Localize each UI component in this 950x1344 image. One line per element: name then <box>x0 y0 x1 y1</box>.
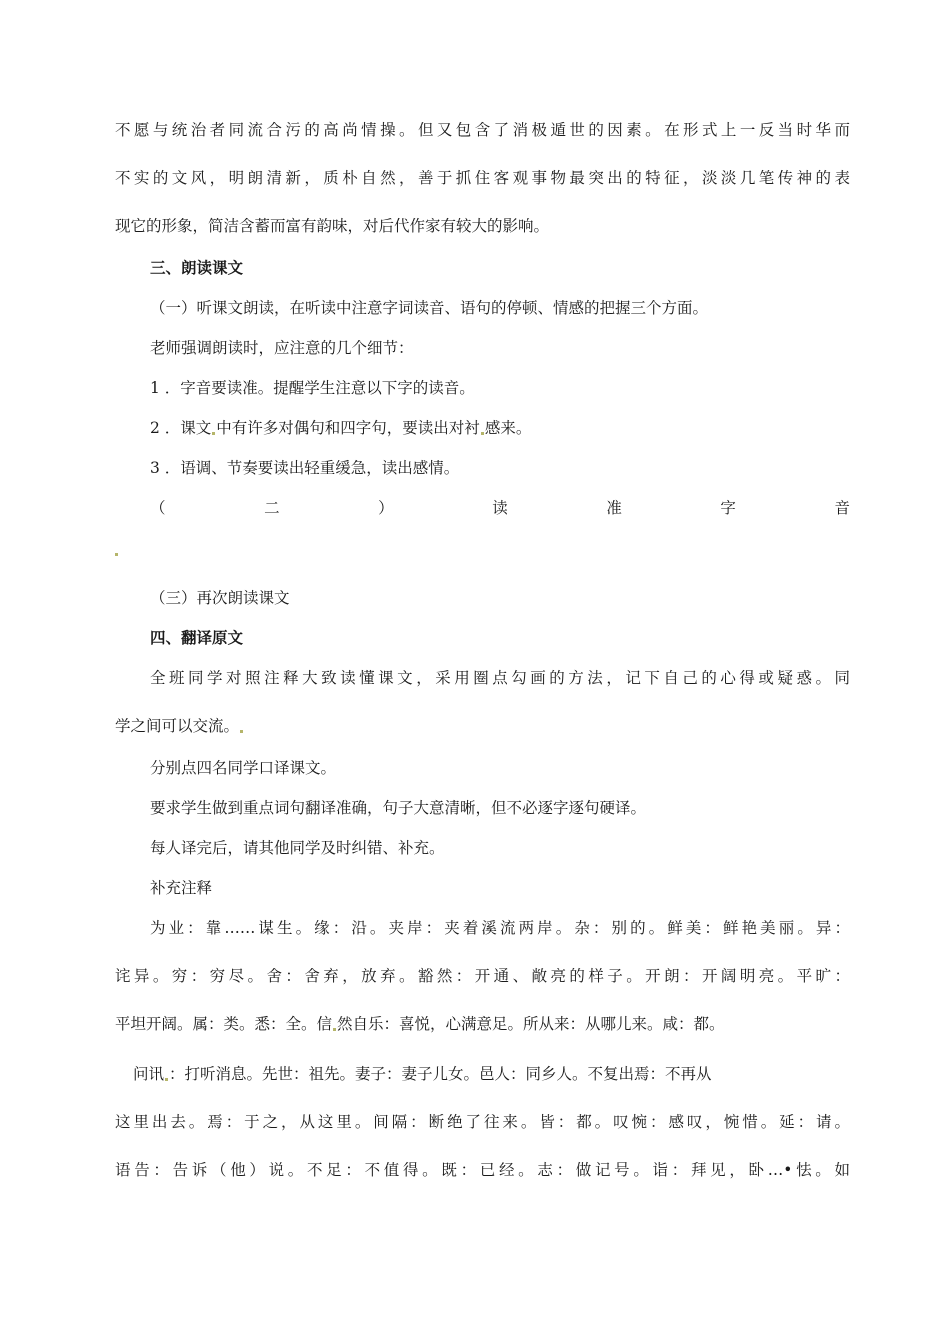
body-line: 每人译完后，请其他同学及时纠错、补充。 <box>150 839 445 857</box>
section-heading: 三、朗读课文 <box>150 258 244 277</box>
spread-char: ） <box>378 499 394 517</box>
notes-line-part: ：打听消息。先世：祖先。妻子：妻子儿女。邑人：同乡人。不复出焉：不再从 <box>169 1065 712 1083</box>
notes-line: 这里出去。焉：于之，从这里。间隔：断绝了往来。皆：都。叹惋：感叹，惋惜。延：请。 <box>115 1113 850 1131</box>
spread-char: 读 <box>492 499 508 517</box>
notes-line-part: 问讯 <box>133 1065 165 1083</box>
mark-dot <box>333 1028 336 1031</box>
body-line: 分别点四名同学口译课文。 <box>150 759 337 777</box>
body-line: 不实的文风，明朗清新，质朴自然，善于抓住客观事物最突出的特征，淡淡几笔传神的表 <box>115 169 850 187</box>
body-line: （三）再次朗读课文 <box>150 589 290 607</box>
list-item: 3 ．语调、节奏要读出轻重缓急，读出感情。 <box>150 459 460 477</box>
spread-heading <box>150 498 850 518</box>
section-heading: 四、翻译原文 <box>150 628 244 647</box>
notes-line-part: 然自乐：喜悦，心满意足。所从来：从哪儿来。咸：都。 <box>337 1015 725 1033</box>
spread-char: 准 <box>606 499 622 517</box>
notes-title: 补充注释 <box>150 879 213 897</box>
list-item-part: 中有许多对偶句和四字句，要读出对衬 <box>216 419 480 437</box>
spread-char: （ <box>150 499 166 517</box>
notes-line <box>115 1014 850 1034</box>
spread-char: 二 <box>264 499 280 517</box>
mark-dot <box>165 1078 168 1081</box>
notes-line: 诧异。穷：穷尽。舍：舍弃，放弃。豁然：开通、敞亮的样子。开朗：开阔明亮。平旷： <box>115 967 850 985</box>
list-item-part: 2 ．课文 <box>150 419 212 437</box>
body-line: 现它的形象，简洁含蓄而富有韵味，对后代作家有较大的影响。 <box>115 217 550 235</box>
list-item <box>150 418 850 438</box>
mark-dot <box>212 432 215 435</box>
body-line: 要求学生做到重点词句翻译准确，句子大意清晰，但不必逐字逐句硬译。 <box>150 799 647 817</box>
spread-char: 音 <box>834 499 850 517</box>
mark-dot <box>240 730 243 733</box>
body-line: 不愿与统治者同流合污的高尚情操。但又包含了消极遁世的因素。在形式上一反当时华而 <box>115 121 850 139</box>
list-item-part: 感来。 <box>484 419 532 437</box>
body-line: 老师强调朗读时，应注意的几个细节： <box>150 339 414 357</box>
notes-line <box>133 1064 850 1084</box>
notes-line: 为业：靠……谋生。缘：沿。夹岸：夹着溪流两岸。杂：别的。鲜美：鲜艳美丽。异： <box>150 919 850 937</box>
mark-dot <box>481 432 484 435</box>
notes-line-part: 平坦开阔。属：类。悉：全。信 <box>115 1015 333 1033</box>
list-item: 1 ．字音要读准。提醒学生注意以下字的读音。 <box>150 379 475 397</box>
mark-dot <box>115 553 118 556</box>
body-line-text: 学之间可以交流。 <box>115 717 240 735</box>
notes-line: 语告：告诉（他）说。不足：不值得。既：已经。志：做记号。诣：拜见，卧…•怯。如 <box>115 1161 850 1179</box>
body-line <box>115 716 850 736</box>
spread-char: 字 <box>720 499 736 517</box>
body-line: 全班同学对照注释大致读懂课文，采用圈点勾画的方法，记下自己的心得或疑惑。同 <box>150 669 850 687</box>
body-line: （一）听课文朗读，在听读中注意字词读音、语句的停顿、情感的把握三个方面。 <box>150 299 709 317</box>
